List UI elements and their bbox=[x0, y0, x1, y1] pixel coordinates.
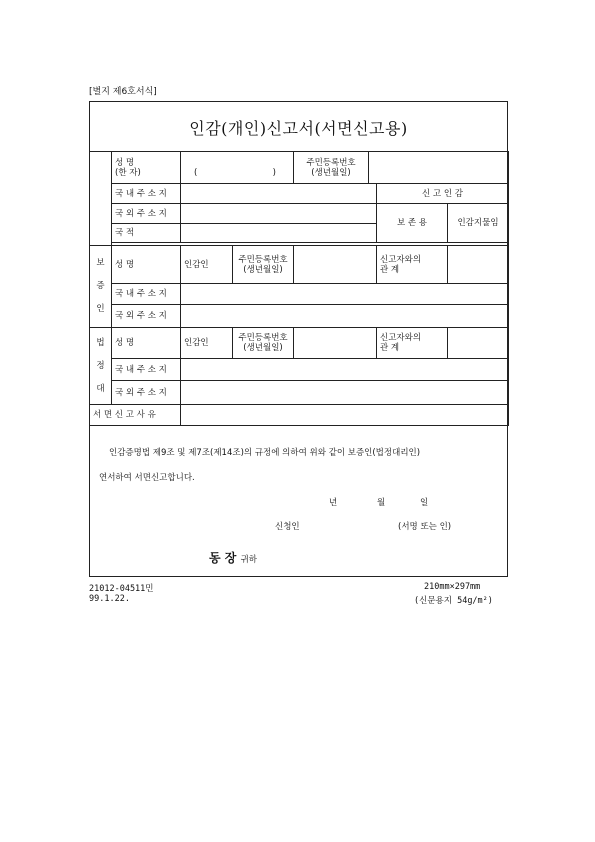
guarantor-seal-label: 인감인 bbox=[181, 246, 233, 284]
day-label: 일 bbox=[420, 498, 429, 508]
legal-rep-rrn-label: 주민등록번호 (생년월일) bbox=[233, 328, 294, 359]
form-title: 인감(개인)신고서(서면신고용) bbox=[189, 119, 408, 138]
form-number: [별지 제6호서식] bbox=[89, 87, 157, 97]
legal-rep-name-label: 성 명 bbox=[112, 328, 181, 359]
legal-rep-relation-label: 신고자와의 관 계 bbox=[377, 328, 448, 359]
guarantor-section-label: 보 증 인 bbox=[90, 246, 112, 328]
legal-rep-relation-field[interactable] bbox=[448, 328, 509, 359]
form-table bbox=[89, 151, 509, 426]
legal-rep-foreign-address-field[interactable] bbox=[181, 381, 509, 405]
statement-line-2: 연서하여 서면신고합니다. bbox=[99, 473, 195, 483]
guarantor-rrn-label: 주민등록번호 (생년월일) bbox=[233, 246, 294, 284]
legal-rep-foreign-address-label: 국 외 주 소 지 bbox=[112, 381, 181, 405]
year-label: 년 bbox=[329, 498, 338, 508]
applicant-foreign-address-field[interactable] bbox=[181, 204, 377, 224]
seal-holder-label: 보 존 용 bbox=[377, 204, 448, 243]
applicant-side-cell bbox=[90, 152, 112, 246]
recipient-name: 동 장 bbox=[209, 551, 237, 565]
footer-size: 210mm×297mm bbox=[424, 582, 481, 592]
guarantor-relation-field[interactable] bbox=[448, 246, 509, 284]
applicant-domestic-address-field[interactable] bbox=[181, 184, 377, 204]
applicant-nationality-label: 국 적 bbox=[112, 224, 181, 243]
applicant-rrn-label: 주민등록번호 (생년월일) bbox=[294, 152, 369, 184]
guarantor-domestic-address-field[interactable] bbox=[181, 284, 509, 305]
recipient-suffix: 귀하 bbox=[240, 555, 257, 565]
title-row bbox=[89, 101, 508, 151]
statement-section bbox=[89, 432, 508, 577]
guarantor-foreign-address-field[interactable] bbox=[181, 305, 509, 328]
footer-paper: (신문용지 54g/m²) bbox=[414, 596, 493, 606]
guarantor-relation-label: 신고자와의 관 계 bbox=[377, 246, 448, 284]
guarantor-domestic-address-label: 국 내 주 소 지 bbox=[112, 284, 181, 305]
footer-date: 99.1.22. bbox=[89, 594, 130, 604]
applicant-sign-label: 신청인 bbox=[275, 522, 300, 532]
applicant-domestic-address-label: 국 내 주 소 지 bbox=[112, 184, 181, 204]
seal-report-label: 신 고 인 감 bbox=[377, 184, 509, 204]
statement-line-1: 인감증명법 제9조 및 제7조(제14조)의 규정에 의하여 위와 같이 보증인(법정대리인) bbox=[109, 448, 421, 458]
legal-rep-rrn-field[interactable] bbox=[294, 328, 377, 359]
guarantor-rrn-field[interactable] bbox=[294, 246, 377, 284]
applicant-name-label: 성 명 (한 자) bbox=[112, 152, 181, 184]
guarantor-foreign-address-label: 국 외 주 소 지 bbox=[112, 305, 181, 328]
guarantor-name-label: 성 명 bbox=[112, 246, 181, 284]
reason-field[interactable] bbox=[181, 405, 509, 426]
month-label: 월 bbox=[377, 498, 386, 508]
legal-rep-domestic-address-label: 국 내 주 소 지 bbox=[112, 359, 181, 381]
legal-rep-seal-label: 인감인 bbox=[181, 328, 233, 359]
applicant-name-field[interactable]: ( ) bbox=[181, 152, 294, 184]
legal-rep-section-label: 법 정 대 bbox=[90, 328, 112, 405]
applicant-rrn-field[interactable] bbox=[369, 152, 509, 184]
recipient bbox=[209, 549, 257, 566]
applicant-foreign-address-label: 국 외 주 소 지 bbox=[112, 204, 181, 224]
seal-impression-label: 인감지물임 bbox=[448, 204, 509, 243]
reason-label: 서 면 신 고 사 유 bbox=[90, 405, 181, 426]
signature-placeholder[interactable]: (서명 또는 인) bbox=[398, 522, 452, 532]
legal-rep-domestic-address-field[interactable] bbox=[181, 359, 509, 381]
applicant-nationality-field[interactable] bbox=[181, 224, 377, 243]
footer-code: 21012-04511민 bbox=[89, 584, 154, 594]
